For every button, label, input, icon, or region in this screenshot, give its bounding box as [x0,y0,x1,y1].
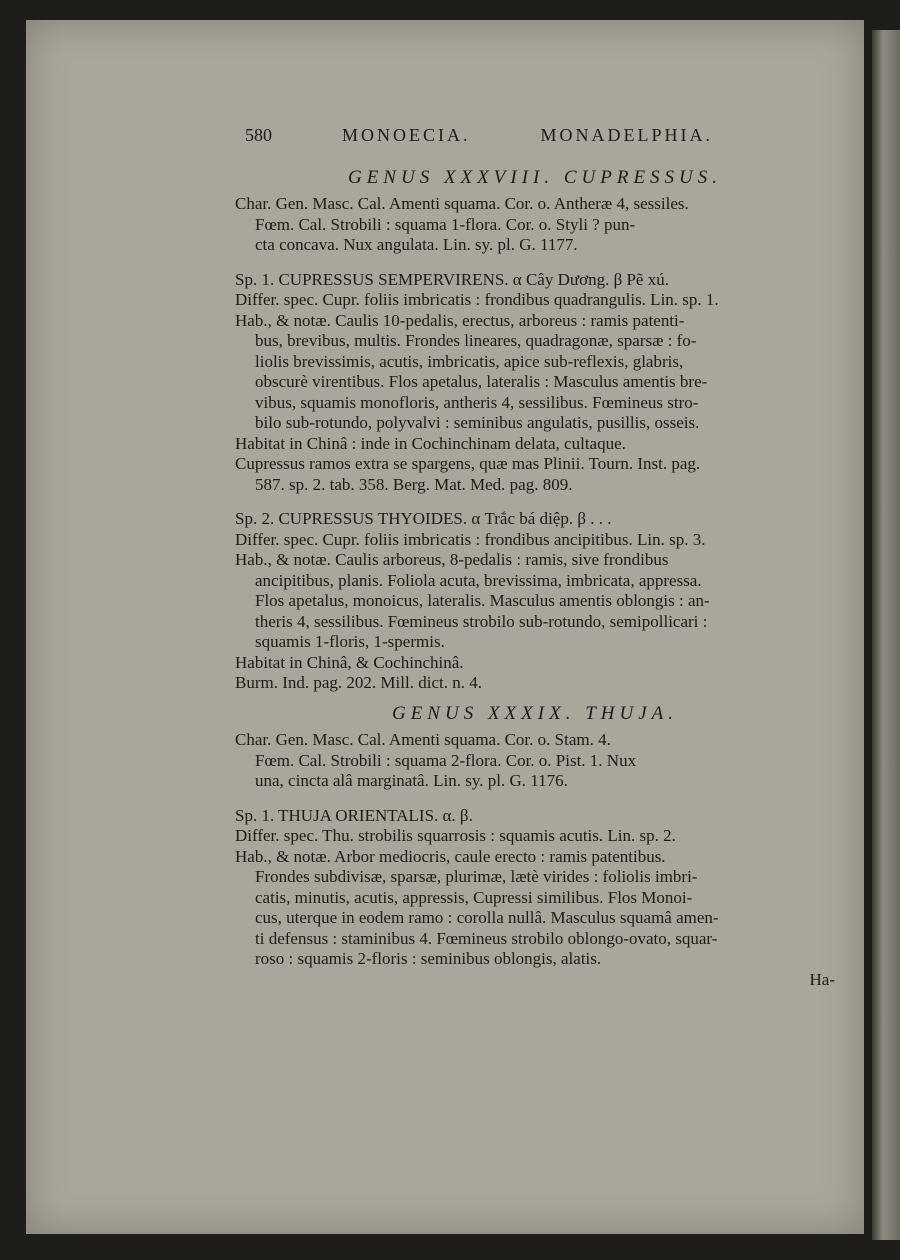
text-line: 587. sp. 2. tab. 358. Berg. Mat. Med. pag. 809. [255,474,573,494]
genus-char-line: Fœm. Cal. Strobili : squama 1-flora. Cor. o. Styli ? pun- [255,214,636,234]
text-line: Hab., & notæ. Arbor mediocris, caule erecto : ramis patentibus. [235,846,666,866]
text-line: Cupressus ramos extra se spargens, quæ mas Plinii. Tourn. Inst. pag. [235,454,701,473]
text-line: theris 4, sessilibus. Fœmineus strobilo sub-rotundo, semipollicari : [255,611,708,631]
text-line: Burm. Ind. pag. 202. Mill. dict. n. 4. [235,673,482,692]
species-heading: Sp. 1. CUPRESSUS SEMPERVIRENS. α Cây Dương. β Pẽ xú. [235,269,669,289]
genus-char-line: una, cincta alâ marginatâ. Lin. sy. pl. G. 1176. [255,771,568,790]
text-line: catis, minutis, acutis, appressis, Cupressi similibus. Flos Monoi- [255,887,693,907]
text-line: vibus, squamis monofloris, antheris 4, sessilibus. Fœmineus stro- [255,392,699,412]
text-line: roso : squamis 2-floris : seminibus oblongis, alatis. [255,949,602,968]
running-title-right: MONADELPHIA. [540,125,713,145]
genus-title: GENUS XXXVIII. CUPRESSUS. [347,166,723,188]
genus-char-line: cta concava. Nux angulata. Lin. sy. pl. G. 1177. [255,235,578,254]
text-line: Hab., & notæ. Caulis arboreus, 8-pedalis : ramis, sive frondibus [235,550,669,569]
text-line: Hab., & notæ. Caulis 10-pedalis, erectus, arboreus : ramis patenti- [235,310,685,330]
text-line: bus, brevibus, multis. Frondes lineares, quadragonæ, sparsæ : fo- [255,331,697,350]
text-line: Habitat in Chinâ : inde in Cochinchinam delata, cultaque. [235,433,626,453]
text-line: Frondes subdivisæ, sparsæ, plurimæ, lætè virides : foliolis imbri- [255,867,698,886]
genus-char-line: Char. Gen. Masc. Cal. Amenti squama. Cor. o. Antheræ 4, sessiles. [235,194,689,213]
page-text [235,125,835,990]
running-head [235,125,835,146]
genus-title: GENUS XXXIX. THUJA. [391,702,679,724]
text-line: Habitat in Chinâ, & Cochinchinâ. [235,652,464,672]
text-line: cus, uterque in eodem ramo : corolla nullâ. Masculus squamâ amen- [255,908,719,927]
text-line: Differ. spec. Cupr. foliis imbricatis : frondibus quadrangulis. Lin. sp. 1. [235,290,719,309]
text-line: liolis brevissimis, acutis, imbricatis, apice sub-reflexis, glabris, [255,351,684,371]
catchword: Ha- [809,969,835,989]
text-line: obscurè virentibus. Flos apetalus, lateralis : Masculus amentis bre- [255,372,708,391]
page-number: 580 [245,125,272,145]
genus-char-line: Fœm. Cal. Strobili : squama 2-flora. Cor. o. Pist. 1. Nux [255,750,637,770]
text-line: Flos apetalus, monoicus, lateralis. Masculus amentis oblongis : an- [255,591,710,610]
running-title-left: MONOECIA. [342,125,471,145]
text-line: ancipitibus, planis. Foliola acuta, brevissima, imbricata, appressa. [255,570,702,590]
species-heading: Sp. 1. THUJA ORIENTALIS. α. β. [235,805,473,825]
text-line: Differ. spec. Cupr. foliis imbricatis : frondibus ancipitibus. Lin. sp. 3. [235,529,706,549]
species-heading: Sp. 2. CUPRESSUS THYOIDES. α Trắc bá diệp. β . . . [235,509,612,528]
text-line: squamis 1-floris, 1-spermis. [255,632,445,651]
text-line: ti defensus : staminibus 4. Fœmineus strobilo oblongo-ovato, squar- [255,928,718,948]
genus-char-line: Char. Gen. Masc. Cal. Amenti squama. Cor. o. Stam. 4. [235,730,611,749]
text-line: bilo sub-rotundo, polyvalvi : seminibus angulatis, pusillis, osseis. [255,413,700,432]
facing-page-edge [872,30,900,1240]
text-line: Differ. spec. Thu. strobilis squarrosis : squamis acutis. Lin. sp. 2. [235,826,676,845]
